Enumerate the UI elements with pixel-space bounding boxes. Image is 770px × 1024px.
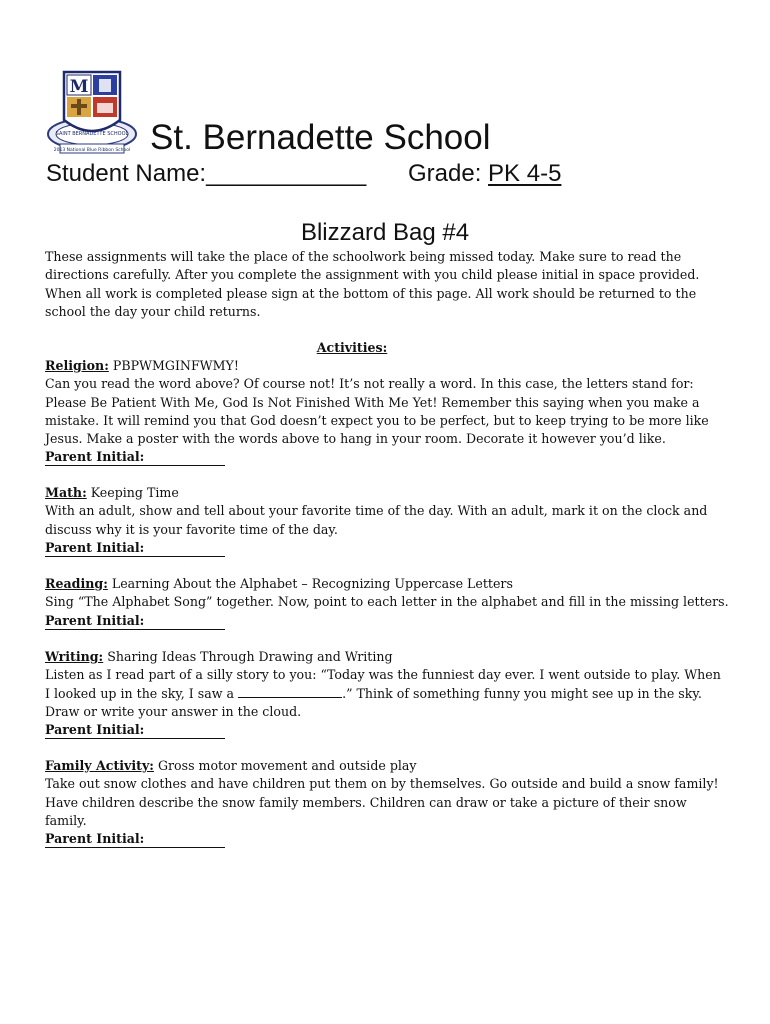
religion-line: Jesus. Make a poster with the words above to hang in your room. Decorate it however you’d like. xyxy=(45,431,666,447)
school-crest-logo xyxy=(46,68,138,160)
grade-field xyxy=(408,158,561,190)
math-line: With an adult, show and tell about your favorite time of the day. With an adult, mark it on the clock and xyxy=(45,503,708,519)
family-line: Have children describe the snow family members. Children can draw or take a picture of their snow xyxy=(45,794,687,810)
math-parent-initial[interactable]: Parent Initial: xyxy=(45,540,225,557)
story-blank[interactable] xyxy=(238,685,342,698)
writing-line-start: I looked up in the sky, I saw a xyxy=(45,685,239,701)
writing-parent-initial[interactable]: Parent Initial: xyxy=(45,722,225,739)
intro-line: school the day your child returns. xyxy=(45,303,261,319)
grade-value: PK 4-5 xyxy=(488,160,562,187)
reading-topic: Learning About the Alphabet – Recognizing Uppercase Letters xyxy=(107,576,513,591)
religion-line: Please Be Patient With Me, God Is Not Finished With Me Yet! Remember this saying when you make a xyxy=(45,394,700,410)
reading-parent-initial[interactable]: Parent Initial: xyxy=(45,613,225,630)
intro-line: These assignments will take the place of the schoolwork being missed today. Make sure to read the xyxy=(45,249,682,264)
reading-label: Reading: xyxy=(45,576,108,591)
math-label: Math: xyxy=(45,485,87,500)
crest-ring-text: SAINT BERNADETTE SCHOOL xyxy=(55,131,129,137)
math-line: discuss why it is your favorite time of the day. xyxy=(45,521,338,537)
math-topic: Keeping Time xyxy=(86,485,179,500)
writing-label: Writing: xyxy=(45,649,104,664)
religion-line: mistake. It will remind you that God doesn’t expect you to be perfect, but to keep trying to be more like xyxy=(45,412,709,428)
writing-section xyxy=(45,648,735,739)
family-label: Family Activity: xyxy=(45,758,154,773)
intro-line: directions carefully. After you complete the assignment with you child please initial in space provided. xyxy=(45,267,700,283)
religion-topic: PBPWMGINFWMY! xyxy=(108,358,239,373)
religion-parent-initial[interactable]: Parent Initial: xyxy=(45,449,225,466)
religion-section xyxy=(45,357,735,467)
grade-label: Grade: xyxy=(408,160,482,187)
family-topic: Gross motor movement and outside play xyxy=(153,758,417,773)
intro-line: When all work is completed please sign at the bottom of this page. All work should be returned to the xyxy=(45,285,697,301)
crest-banner-text: 2013 National Blue Ribbon School xyxy=(53,148,131,153)
crest-letter: M xyxy=(69,77,89,97)
student-name-field: Student Name:____________ xyxy=(46,160,367,187)
writing-line: Draw or write your answer in the cloud. xyxy=(45,703,302,719)
worksheet-title: Blizzard Bag #4 xyxy=(300,219,470,246)
religion-line: Can you read the word above? Of course not! It’s not really a word. In this case, the letters stand for: xyxy=(45,376,694,392)
math-section xyxy=(45,484,735,557)
family-parent-initial[interactable]: Parent Initial: xyxy=(45,831,225,848)
writing-topic: Sharing Ideas Through Drawing and Writing xyxy=(103,649,393,664)
religion-label: Religion: xyxy=(45,358,109,373)
family-line: Take out snow clothes and have children put them on by themselves. Go outside and build a snow family! xyxy=(45,776,719,792)
reading-line: Sing “The Alphabet Song” together. Now, point to each letter in the alphabet and fill in the missing letters. xyxy=(45,594,729,610)
writing-line: Listen as I read part of a silly story to you: “Today was the funniest day ever. I went outside to play. When xyxy=(45,667,721,683)
family-activity-section xyxy=(45,757,735,848)
intro-paragraph xyxy=(45,248,735,321)
activities-heading: Activities: xyxy=(316,340,388,355)
school-name: St. Bernadette School xyxy=(150,118,491,157)
reading-section xyxy=(45,575,735,630)
writing-line-end: .” Think of something funny you might see up in the sky. xyxy=(342,685,702,701)
family-line: family. xyxy=(45,812,87,828)
